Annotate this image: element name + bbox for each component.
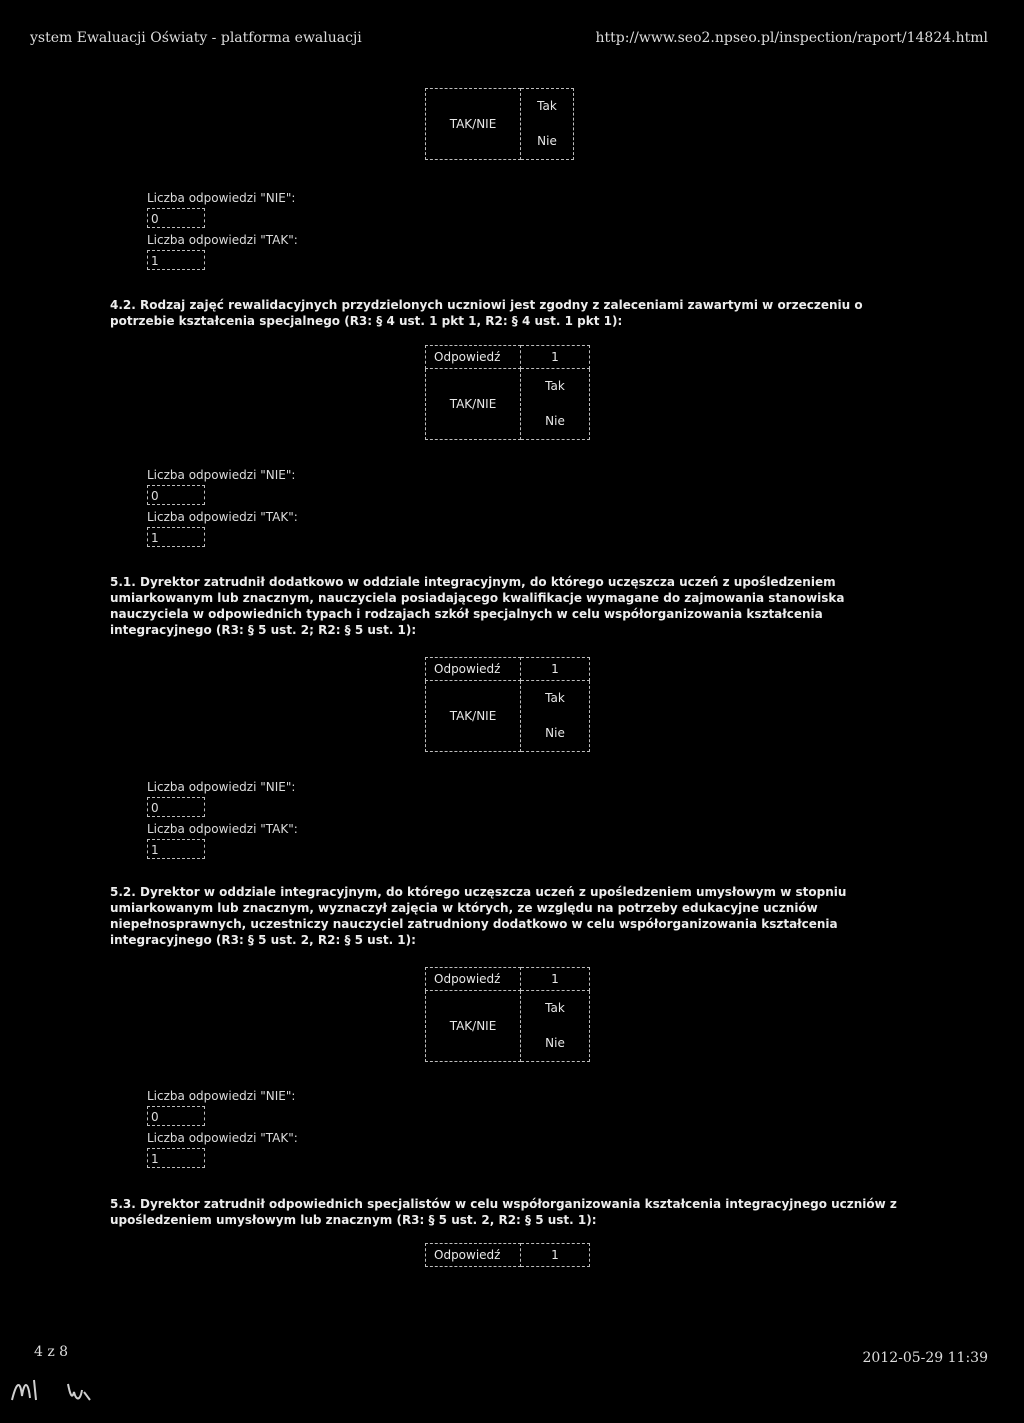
count-yes-label: Liczba odpowiedzi "TAK": (147, 1131, 298, 1145)
option-yes: Tak (545, 379, 565, 393)
answer-table-5-1 (425, 657, 590, 752)
answer-value: 1 (521, 346, 590, 369)
answer-table-4-2 (425, 345, 590, 440)
count-no-label: Liczba odpowiedzi "NIE": (147, 468, 296, 482)
answer-label: Odpowiedź (426, 1244, 521, 1267)
page-number: 4 z 8 (34, 1344, 69, 1360)
count-yes-value: 1 (147, 839, 205, 859)
handwritten-signature (6, 1370, 106, 1408)
counts-top (147, 188, 298, 272)
count-yes-label: Liczba odpowiedzi "TAK": (147, 510, 298, 524)
answer-table-5-2 (425, 967, 590, 1062)
count-no-label: Liczba odpowiedzi "NIE": (147, 780, 296, 794)
options-cell (521, 991, 590, 1062)
count-yes-value: 1 (147, 527, 205, 547)
options-cell (521, 89, 574, 160)
yes-no-label: TAK/NIE (426, 89, 521, 160)
option-yes: Tak (545, 1001, 565, 1015)
question-5-3: 5.3. Dyrektor zatrudnił odpowiednich specjalistów w celu współorganizowania kształcenia integracyjnego uczniów z upośledzeniem umysłowym lub znacznym (R3: § 5 ust. 2, R2: § 5 ust. 1): (110, 1197, 897, 1227)
answer-value: 1 (521, 968, 590, 991)
print-datetime: 2012-05-29 11:39 (862, 1350, 988, 1366)
option-no: Nie (537, 134, 557, 148)
count-yes-label: Liczba odpowiedzi "TAK": (147, 233, 298, 247)
answer-label: Odpowiedź (426, 968, 521, 991)
count-no-label: Liczba odpowiedzi "NIE": (147, 1089, 296, 1103)
option-no: Nie (545, 414, 565, 428)
options-cell (521, 369, 590, 440)
count-yes-value: 1 (147, 250, 205, 270)
page-header-url: http://www.seo2.npseo.pl/inspection/raport/14824.html (595, 30, 988, 46)
yes-no-label: TAK/NIE (426, 369, 521, 440)
counts-4-2 (147, 465, 298, 549)
option-no: Nie (545, 1036, 565, 1050)
answer-table-top (425, 88, 574, 160)
answer-table-5-3 (425, 1243, 590, 1267)
count-no-label: Liczba odpowiedzi "NIE": (147, 191, 296, 205)
count-yes-label: Liczba odpowiedzi "TAK": (147, 822, 298, 836)
answer-value: 1 (521, 1244, 590, 1267)
question-4-2: 4.2. Rodzaj zajęć rewalidacyjnych przydzielonych uczniowi jest zgodny z zaleceniami zawartymi w orzeczeniu o potrzebie kształcenia specjalnego (R3: § 4 ust. 1 pkt 1, R2: § 4 ust. 1 pkt 1): (110, 298, 863, 328)
option-no: Nie (545, 726, 565, 740)
question-5-2: 5.2. Dyrektor w oddziale integracyjnym, do którego uczęszcza uczeń z upośledzeniem umysłowym w stopniu umiarkowanym lub znacznym, wyznaczył zajęcia w których, ze względu na potrzeby edukacyjne uczniów niepełnosprawnych, uczestniczy nauczyciel zatrudniony dodatkowo w celu współorganizowania kształcenia integracyjnego (R3: § 5 ust. 2, R2: § 5 ust. 1): (110, 885, 847, 947)
option-yes: Tak (545, 691, 565, 705)
counts-5-2 (147, 1086, 298, 1170)
option-yes: Tak (537, 99, 557, 113)
count-no-value: 0 (147, 797, 205, 817)
counts-5-1 (147, 777, 298, 861)
count-no-value: 0 (147, 485, 205, 505)
answer-label: Odpowiedź (426, 346, 521, 369)
options-cell (521, 681, 590, 752)
count-no-value: 0 (147, 208, 205, 228)
question-5-1: 5.1. Dyrektor zatrudnił dodatkowo w oddziale integracyjnym, do którego uczęszcza uczeń z upośledzeniem umiarkowanym lub znacznym, nauczyciela posiadającego kwalifikacje wymagane do zajmowania stanowiska nauczyciela w odpowiednich typach i rodzajach szkół specjalnych w celu współorganizowania kształcenia integracyjnego (R3: § 5 ust. 2; R2: § 5 ust. 1): (110, 575, 845, 637)
count-no-value: 0 (147, 1106, 205, 1126)
yes-no-label: TAK/NIE (426, 681, 521, 752)
answer-value: 1 (521, 658, 590, 681)
answer-label: Odpowiedź (426, 658, 521, 681)
count-yes-value: 1 (147, 1148, 205, 1168)
page-header-title: ystem Ewaluacji Oświaty - platforma ewaluacji (30, 30, 362, 46)
yes-no-label: TAK/NIE (426, 991, 521, 1062)
